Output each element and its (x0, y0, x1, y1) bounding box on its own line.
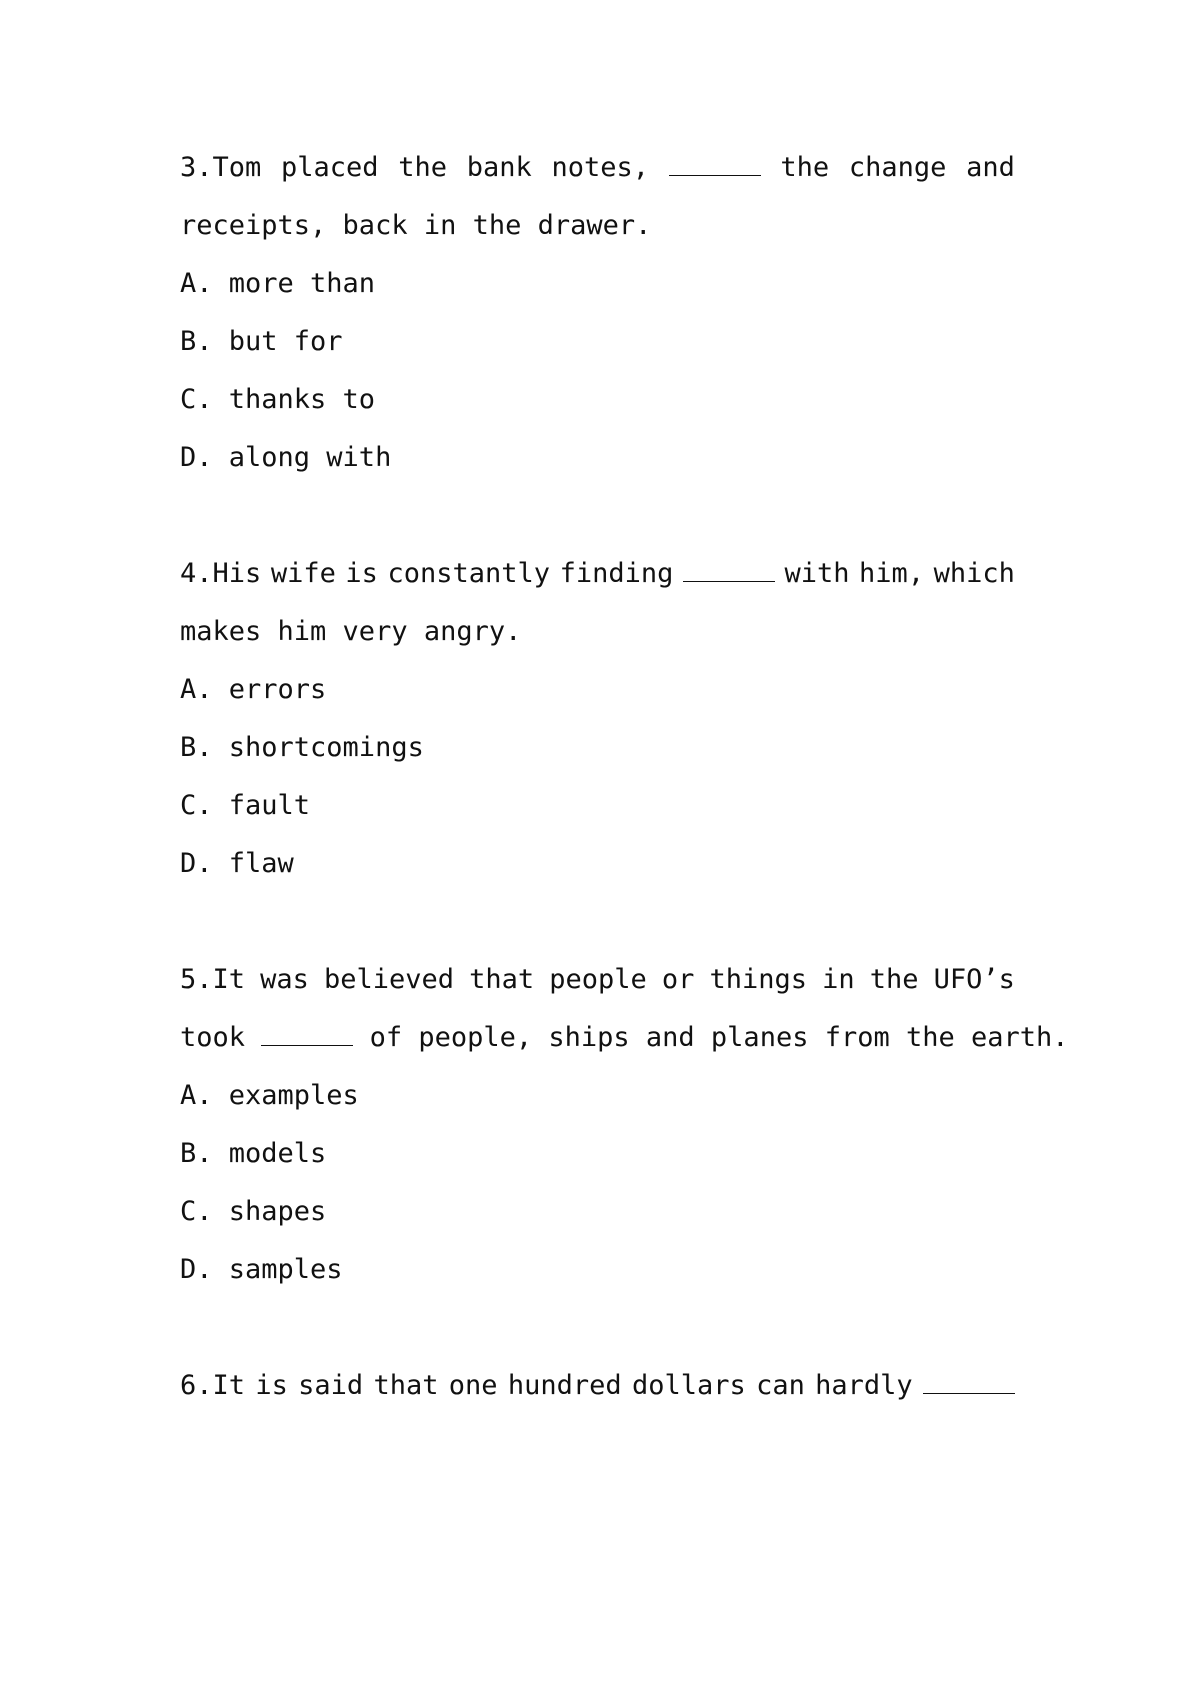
answer-blank (923, 1366, 1015, 1406)
word: took (180, 1022, 246, 1053)
word: the (869, 964, 919, 995)
word: bank (466, 152, 532, 183)
word: with (784, 558, 850, 589)
question-5-option-a: A. examples (180, 1080, 359, 1111)
word: is (255, 1370, 288, 1401)
word: was (260, 964, 309, 995)
word: believed (324, 964, 455, 995)
question-5-option-b: B. models (180, 1138, 327, 1169)
question-4-option-b: B. shortcomings (180, 732, 424, 763)
word: 6.It (180, 1370, 246, 1401)
question-6-line-1 (180, 1366, 1015, 1406)
answer-blank (669, 148, 761, 188)
word: or (661, 964, 695, 995)
word: placed (280, 152, 379, 183)
answer-blank (261, 1019, 353, 1046)
word: one (448, 1370, 498, 1401)
word: 5.It (180, 964, 246, 995)
question-3-line-1 (180, 148, 1015, 188)
question-3-line-2: receipts, back in the drawer. (180, 210, 652, 241)
question-5-option-d: D. samples (180, 1254, 343, 1285)
word: wife (270, 558, 336, 589)
word: that (373, 1370, 439, 1401)
question-3-option-d: D. along with (180, 442, 392, 473)
question-4-option-d: D. flaw (180, 848, 294, 879)
question-3-option-c: C. thanks to (180, 384, 376, 415)
word: finding (559, 558, 674, 589)
word: is (345, 558, 378, 589)
word: which (933, 558, 1015, 589)
word: him, (859, 558, 925, 589)
sentence-rest: of people, ships and planes from the earth. (369, 1022, 1069, 1053)
word: hardly (815, 1370, 913, 1401)
word: dollars (631, 1370, 746, 1401)
word: the (398, 152, 448, 183)
word: that (469, 964, 535, 995)
question-3-option-b: B. but for (180, 326, 343, 357)
word: change (848, 152, 947, 183)
word: people (549, 964, 647, 995)
word: in (822, 964, 855, 995)
word: 3.Tom (180, 152, 262, 183)
word: constantly (387, 558, 551, 589)
word: said (298, 1370, 364, 1401)
question-4-line-1 (180, 554, 1015, 594)
word: the (780, 152, 830, 183)
word: hundred (507, 1370, 622, 1401)
question-3-option-a: A. more than (180, 268, 376, 299)
question-5-option-c: C. shapes (180, 1196, 327, 1227)
word: UFO’s (933, 964, 1015, 995)
word: notes, (551, 152, 649, 183)
question-5-line-1 (180, 960, 1015, 1000)
word: can (756, 1370, 805, 1401)
word: and (966, 152, 1015, 183)
question-5-line-2 (180, 1018, 1069, 1058)
word: things (709, 964, 808, 995)
word: 4.His (180, 558, 262, 589)
question-4-option-c: C. fault (180, 790, 311, 821)
document-page (180, 0, 1069, 1684)
answer-blank (683, 554, 775, 594)
question-4-option-a: A. errors (180, 674, 327, 705)
question-4-line-2: makes him very angry. (180, 616, 522, 647)
